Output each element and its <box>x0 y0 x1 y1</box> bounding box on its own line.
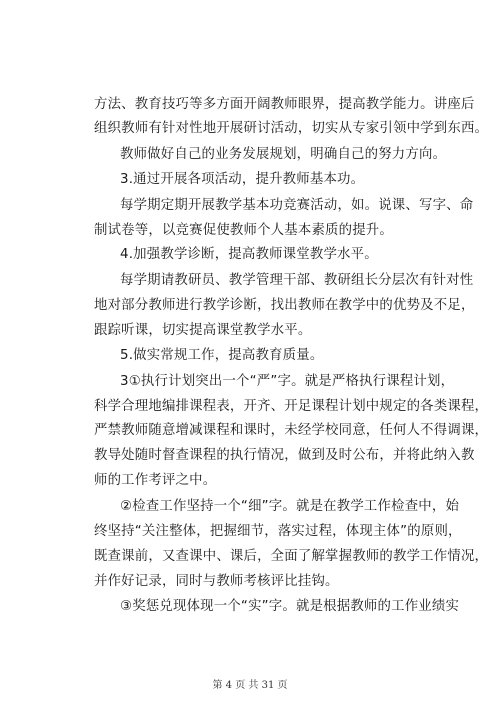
section-heading: 4.加强教学诊断，提高教师课堂教学水平。 <box>120 247 378 262</box>
paragraph-line: 每学期定期开展教学基本功竞赛活动，如。说课、写字、命 <box>120 198 474 213</box>
paragraph-line: 教师做好自己的业务发展规划，明确自己的努力方向。 <box>120 147 447 162</box>
paragraph-line: 地对部分教师进行教学诊断，找出教师在教学中的优势及不足， <box>94 298 475 313</box>
paragraph-line: 严禁教师随意增减课程和课时，未经学校同意，任何人不得调课， <box>94 423 489 438</box>
paragraph-line: 科学合理地编排课程表，开齐、开足课程计划中规定的各类课程， <box>94 399 489 414</box>
paragraph-line: 组织教师有针对性地开展研讨活动，切实从专家引领中学到东西。 <box>94 121 489 136</box>
paragraph-line: 师的工作考评之中。 <box>94 473 217 488</box>
section-heading: 5.做实常规工作，提高教育质量。 <box>120 348 324 363</box>
paragraph-line: 制试卷等，以竞赛促使教师个人基本素质的提升。 <box>94 223 393 238</box>
paragraph-line: ②检查工作坚持一个“细”字。就是在教学工作检查中，始 <box>120 499 460 514</box>
paragraph-line: ③奖惩兑现体现一个“实”字。就是根据教师的工作业绩实 <box>120 599 460 614</box>
paragraph-line: 并作好记录，同时与教师考核评比挂钩。 <box>94 574 339 589</box>
page-number-footer: 第 4 页 共 31 页 <box>212 680 288 691</box>
paragraph-line: 方法、教育技巧等多方面开阔教师眼界，提高教学能力。讲座后 <box>94 97 475 112</box>
paragraph-line: 每学期请教研员、教学管理干部、教研组长分层次有针对性 <box>120 273 474 288</box>
paragraph-line: 教导处随时督查课程的执行情况，做到及时公布，并将此纳入教 <box>94 448 475 463</box>
paragraph-line: 终坚持“关注整体，把握细节，落实过程，体现主体”的原则， <box>94 524 462 539</box>
paragraph-line: 跟踪听课，切实提高课堂教学水平。 <box>94 323 312 338</box>
paragraph-line: 3①执行计划突出一个“严”字。就是严格执行课程计划， <box>120 374 455 389</box>
section-heading: 3.通过开展各项活动，提升教师基本功。 <box>120 172 365 187</box>
paragraph-line: 既查课前，又查课中、课后，全面了解掌握教师的教学工作情况， <box>94 549 489 564</box>
